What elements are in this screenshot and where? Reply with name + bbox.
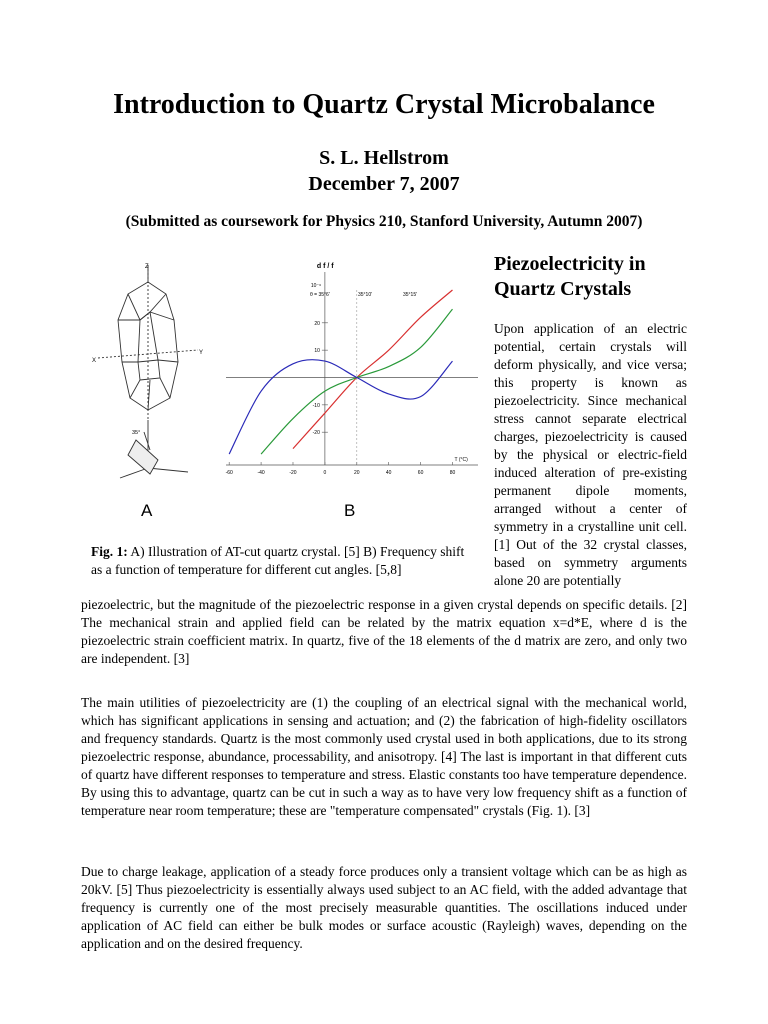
figure-caption bbox=[91, 543, 475, 579]
cut-angle-label: 35° bbox=[132, 430, 141, 436]
x-tick-label: 20 bbox=[354, 470, 360, 476]
x-tick-label: 40 bbox=[385, 470, 392, 476]
x-tick-label: -20 bbox=[289, 470, 297, 476]
paragraph-continuation: piezoelectric, but the magnitude of the piezoelectric response in a given crystal depends on specific details. [2] The mechanical strain and applied field can be related by the matrix equation x=d*E, where d is the piezoelectric strain coefficient matrix. In quartz, five of the 18 elements of the d matrix are zero, and only two are independent. [3] bbox=[81, 597, 687, 666]
axis-x-label: X bbox=[92, 358, 97, 364]
panel-b-label: B bbox=[344, 501, 356, 520]
caption-label: Fig. 1: bbox=[91, 544, 128, 559]
series-line-1 bbox=[293, 290, 452, 449]
panel-a-label: A bbox=[141, 501, 153, 520]
x-tick-label: -60 bbox=[225, 470, 233, 476]
paper-date: December 7, 2007 bbox=[308, 173, 460, 195]
axis-y-label: Y bbox=[199, 350, 204, 356]
axis-z-label: Z bbox=[145, 264, 149, 270]
paper-title: Introduction to Quartz Crystal Microbalance bbox=[113, 89, 655, 120]
x-tick-label: 60 bbox=[417, 470, 424, 476]
paragraph-2: The main utilities of piezoelectricity are (1) the coupling of an electrical signal with the mechanical world, which has significant applications in sensing and actuation; and (2) the fabrication of high-fidelity oscillators and frequency standards. Quartz is the most commonly used crystal used in both applications, due to its strong piezoelectric response, abundance, processability, and anisotropy. [4] The last is important in that different cuts of quartz have different responses to temperature and stress. Elastic constants too have temperature dependence. By using this to advantage, quartz can be cut in such a way as to have very low frequency shift as a function of temperature near room temperature; these are "temperature compensated" crystals (Fig. 1). [3] bbox=[81, 695, 687, 818]
author-name: S. L. Hellstrom bbox=[319, 147, 449, 169]
series-label-1: θ = 35°6' bbox=[310, 292, 330, 298]
frequency-shift-chart bbox=[226, 263, 478, 476]
y-tick-label: 20 bbox=[314, 320, 320, 327]
y-axis-label: d f / f bbox=[316, 263, 334, 270]
y-tick-label: -10 bbox=[312, 402, 320, 409]
x-axis-label: T (°C) bbox=[454, 457, 468, 463]
series-line-3 bbox=[229, 360, 452, 454]
section-heading: Piezoelectricity in Quartz Crystals bbox=[494, 253, 646, 300]
figure-1 bbox=[78, 250, 486, 542]
crystal-illustration bbox=[98, 265, 198, 420]
series-label-2: 35°10' bbox=[358, 292, 373, 298]
submission-note: (Submitted as coursework for Physics 210, Stanford University, Autumn 2007) bbox=[125, 213, 643, 230]
x-tick-label: 80 bbox=[449, 470, 456, 476]
y-tick-label: -20 bbox=[312, 430, 320, 437]
at-cut-inset bbox=[120, 420, 188, 478]
y-tick-label: 10 bbox=[314, 348, 320, 355]
y-unit-label: 10⁻⁶ bbox=[310, 283, 322, 289]
x-tick-label: 0 bbox=[323, 470, 327, 476]
x-tick-label: -40 bbox=[257, 470, 265, 476]
section-column-text: Upon application of an electric potential, certain crystals will deform physically, and vice versa; this property is known as piezoelectricity. Since mechanical stress cannot separate electrical charges, piezoelectricity is caused by the physical or electric-field induced alteration of pre-existing permanent dipole moments, arranged without a center of symmetry in a crystalline unit cell. [1] Out of the 32 crystal classes, based on symmetry arguments alone 20 are potentially bbox=[494, 321, 687, 588]
series-label-3: 35°15' bbox=[403, 292, 418, 298]
caption-text: A) Illustration of AT-cut quartz crystal. [5] B) Frequency shift as a function of temperature for different cut angles. [5,8] bbox=[91, 544, 465, 577]
paragraph-3: Due to charge leakage, application of a steady force produces only a transient voltage which can be as high as 20kV. [5] Thus piezoelectricity is essentially always used subject to an AC field, with the added advantage that frequency is currently one of the most precisely measurable quantities. The oscillations induced under application of AC field can either be bulk modes or surface acoustic (Rayleigh) waves, depending on the application and on the desired frequency. bbox=[81, 864, 687, 951]
